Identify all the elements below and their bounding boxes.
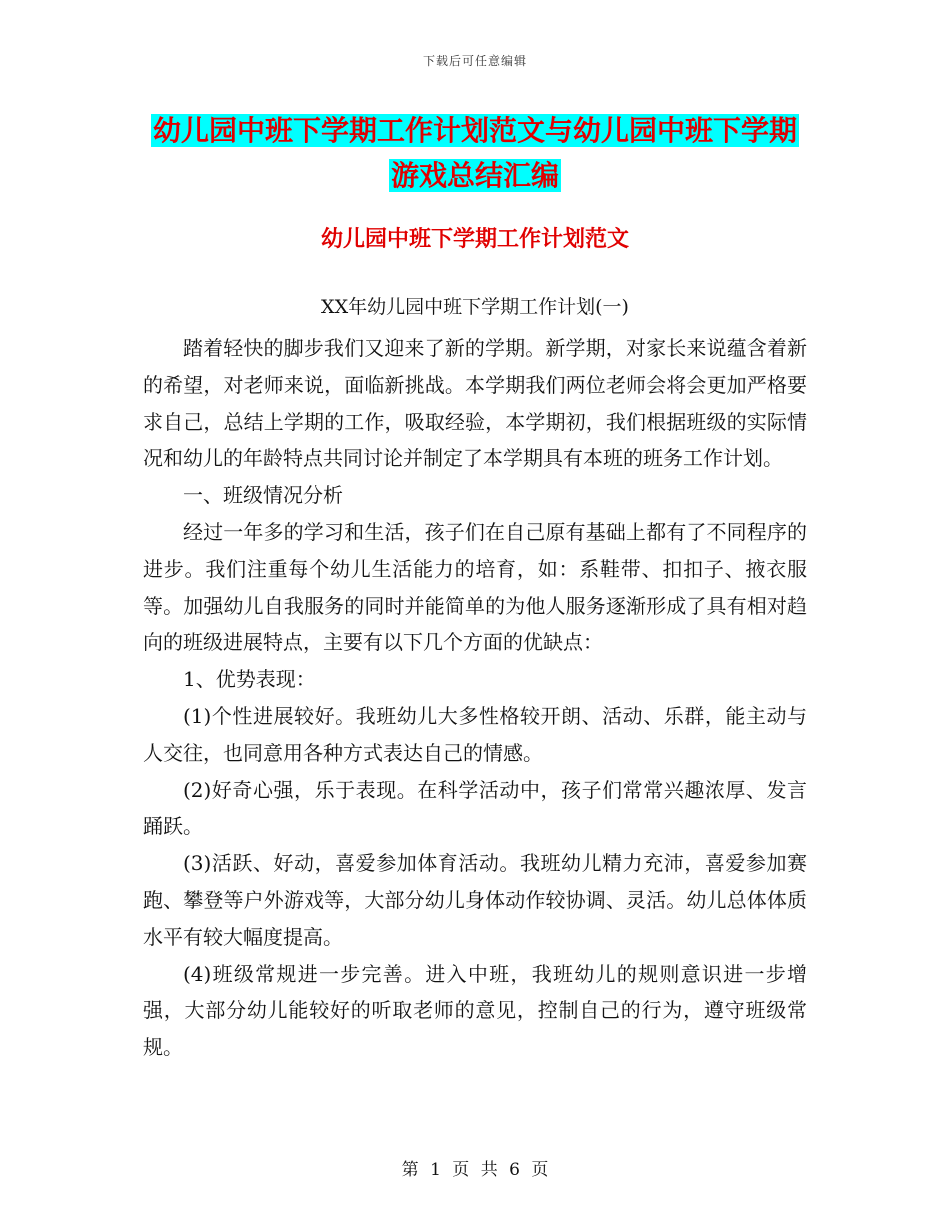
paragraph-strength-2: (2)好奇心强，乐于表现。在科学活动中，孩子们常常兴趣浓厚、发言踊跃。 — [143, 777, 807, 839]
main-title-line-1: 幼儿园中班下学期工作计划范文与幼儿园中班下学期 — [152, 114, 797, 147]
heading-class-analysis: 一、班级情况分析 — [183, 483, 343, 508]
paragraph-analysis: 经过一年多的学习和生活，孩子们在自己原有基础上都有了不同程序的进步。我们注重每个幼儿生活能力的培育，如：系鞋带、扣扣子、掖衣服等。加强幼儿自我服务的同时并能简单的为他人服务逐渐形成了具有相对趋向的班级进展特点，主要有以下几个方面的优缺点： — [143, 519, 807, 655]
paragraph-strength-3: (3)活跃、好动，喜爱参加体育活动。我班幼儿精力充沛，喜爱参加赛跑、攀登等户外游戏等，大部分幼儿身体动作较协调、灵活。幼儿总体体质水平有较大幅度提高。 — [143, 851, 807, 949]
paragraph-strength-1: (1)个性进展较好。我班幼儿大多性格较开朗、活动、乐群，能主动与人交往，也同意用各种方式表达自己的情感。 — [143, 703, 807, 765]
section-title: 幼儿园中班下学期工作计划范文 — [320, 227, 629, 252]
heading-strengths: 1、优势表现： — [183, 667, 316, 692]
plan-subtitle: XX年幼儿园中班下学期工作计划(一) — [321, 296, 629, 318]
main-title — [140, 108, 810, 198]
paragraph-intro: 踏着轻快的脚步我们又迎来了新的学期。新学期，对家长来说蕴含着新的希望，对老师来说，面临新挑战。本学期我们两位老师会将会更加严格要求自己，总结上学期的工作，吸取经验，本学期初，我们根据班级的实际情况和幼儿的年龄特点共同讨论并制定了本学期具有本班的班务工作计划。 — [143, 336, 807, 471]
main-title-line-2: 游戏总结汇编 — [390, 159, 559, 192]
body-text — [143, 330, 807, 1066]
page-footer: 第 1 页 共 6 页 — [401, 1160, 549, 1180]
header-note: 下载后可任意编辑 — [422, 54, 527, 68]
paragraph-strength-4: (4)班级常规进一步完善。进入中班，我班幼儿的规则意识进一步增强，大部分幼儿能较好的听取老师的意见，控制自己的行为，遵守班级常规。 — [143, 961, 807, 1060]
